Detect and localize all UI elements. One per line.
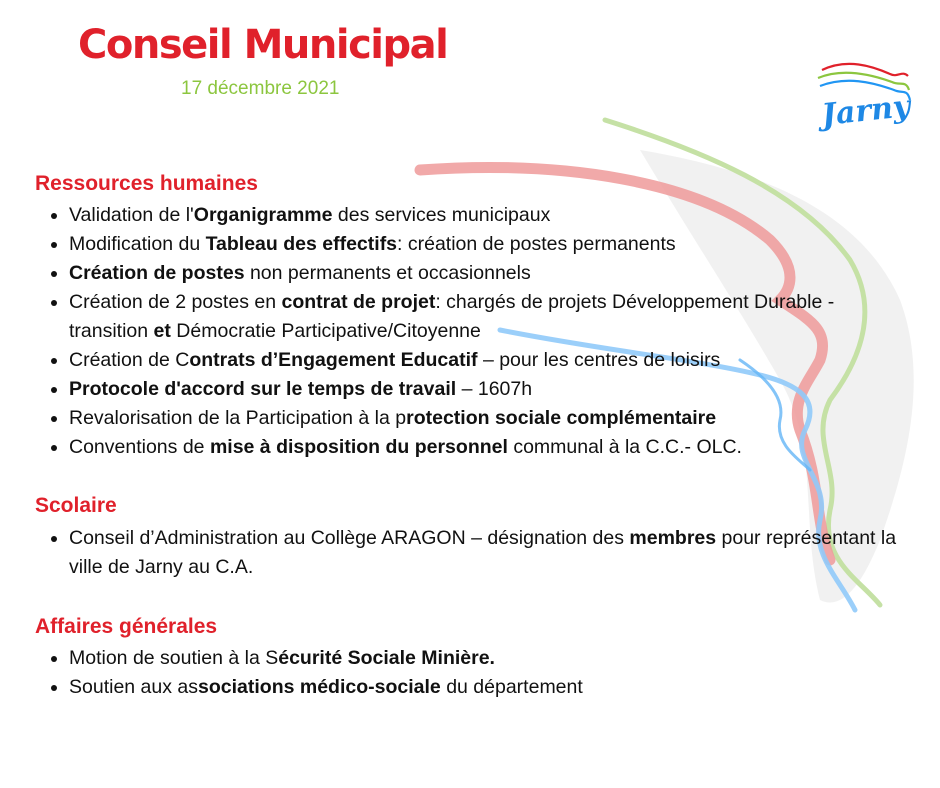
text: – 1607h bbox=[456, 378, 533, 400]
text: Démocratie Participative/Citoyenne bbox=[170, 320, 481, 342]
list-item bbox=[69, 259, 899, 288]
text: Création de C bbox=[69, 349, 190, 371]
bold-text: mise à disposition du personnel bbox=[209, 436, 508, 458]
text: Modification du bbox=[69, 233, 206, 255]
logo-wordmark: Jarny bbox=[820, 88, 912, 134]
text: : création de postes permanents bbox=[397, 233, 676, 255]
bold-text: et bbox=[153, 320, 171, 342]
list-item bbox=[69, 644, 899, 673]
bold-text: rotection sociale complémentaire bbox=[406, 407, 717, 429]
list-item bbox=[69, 524, 899, 582]
text: Validation de l' bbox=[69, 204, 194, 226]
bold-text: Création de postes bbox=[69, 262, 245, 284]
list-item bbox=[69, 346, 899, 375]
list-scolaire bbox=[42, 524, 899, 582]
text: Conseil d’Administration au Collège ARAGON – désignation des bbox=[69, 527, 630, 549]
list-item bbox=[69, 673, 899, 702]
page-title: Conseil Municipal bbox=[78, 22, 448, 68]
bold-text: Organigramme bbox=[193, 204, 333, 226]
list-ressources-humaines bbox=[42, 201, 899, 462]
text: Conventions de bbox=[69, 436, 210, 458]
bold-text: membres bbox=[629, 527, 717, 549]
text: Revalorisation de la Participation à la p bbox=[69, 407, 407, 429]
text: du département bbox=[440, 676, 583, 698]
section-title-affaires-generales: Affaires générales bbox=[35, 615, 218, 638]
list-item bbox=[69, 201, 899, 230]
text: pour représentant la ville de Jarny au C.A. bbox=[69, 527, 897, 578]
bold-text: ontrats d’Engagement Educatif bbox=[189, 349, 478, 371]
list-item bbox=[69, 288, 899, 346]
section-title-scolaire: Scolaire bbox=[35, 494, 117, 517]
list-item bbox=[69, 375, 899, 404]
text: : chargés de projets Développement Durable - transition bbox=[69, 291, 835, 342]
text: Création de 2 postes en bbox=[69, 291, 282, 313]
text: communal à la C.C.- OLC. bbox=[507, 436, 742, 458]
bold-text: Tableau des effectifs bbox=[205, 233, 398, 255]
meeting-date: 17 décembre 2021 bbox=[181, 78, 340, 99]
list-item bbox=[69, 404, 899, 433]
text: – pour les centres de loisirs bbox=[477, 349, 721, 371]
text: Soutien aux as bbox=[69, 676, 199, 698]
bold-text: Protocole d'accord sur le temps de travail bbox=[69, 378, 457, 400]
text: Motion de soutien à la S bbox=[69, 647, 279, 669]
list-item bbox=[69, 230, 899, 259]
text: non permanents et occasionnels bbox=[244, 262, 531, 284]
bold-text: contrat de projet bbox=[281, 291, 436, 313]
list-item bbox=[69, 433, 899, 462]
list-affaires-generales bbox=[42, 644, 899, 702]
bold-text: sociations médico-sociale bbox=[198, 676, 441, 698]
section-title-ressources-humaines: Ressources humaines bbox=[35, 172, 258, 195]
bold-text: écurité Sociale Minière. bbox=[278, 647, 495, 669]
text: des services municipaux bbox=[332, 204, 551, 226]
